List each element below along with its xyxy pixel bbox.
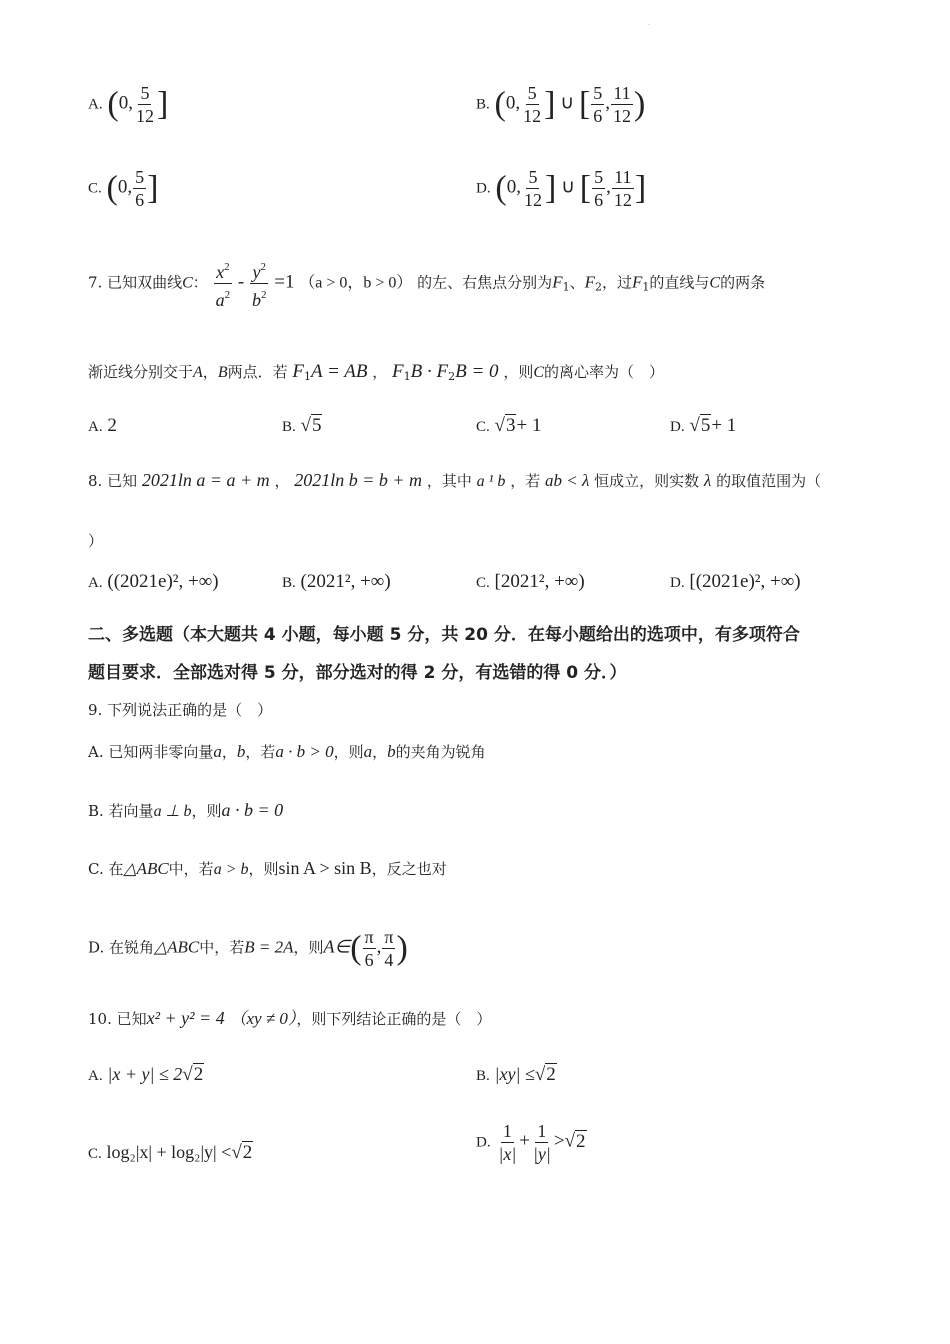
q8-stem: 8. 已知 2021ln a = a + m ， 2021ln b = b + m ，其中 a ¹ b ，若 ab < λ 恒成立，则实数 λ 的取值范围为（ (88, 470, 822, 490)
q9-option-c[interactable]: C. 在△ABC中，若a > b，则sin A > sin B，反之也对 (88, 858, 447, 878)
sqrt: √5 (300, 415, 322, 436)
q6-option-c[interactable]: C. (0, $\frac{5}{6}$ ] (88, 167, 159, 210)
q10-option-b[interactable]: B. |xy| ≤√2 (476, 1064, 556, 1085)
fraction: $\frac{5}{12}$ (135, 83, 154, 126)
q10-stem: 10. 已知x² + y² = 4 （xy ≠ 0），则下列结论正确的是（ ） (88, 1008, 492, 1028)
q6-option-b[interactable]: B. (0, $\frac{5}{12}$ ] ∪ [ $\frac{5}{6}$ , $\frac{11}{12}$ ) (476, 83, 646, 126)
q7-stem-line1: 7. 已知双曲线C： $\frac{x^2}{a^2}$ - $\frac{y^2}{b^2}$ =1 （a > 0，b > 0） 的左、右焦点分别为$F_1$、$F_2$，过$F_1$的直线与C的两条 (88, 256, 765, 311)
x-squared-over-a-squared: $\frac{x^2}{a^2}$ (214, 256, 233, 311)
q7-option-a[interactable]: A. 2 (88, 415, 117, 436)
q6-option-a[interactable]: A. (0, $\frac{5}{12}$ ] (88, 83, 169, 126)
section-heading-line2: 题目要求．全部选对得 5 分，部分选对的得 2 分，有选错的得 0 分．） (88, 663, 627, 683)
q8-option-c[interactable]: C. [2021², +∞) (476, 571, 585, 592)
q7-option-b[interactable]: B. √5 (282, 415, 322, 436)
section-heading-line1: 二、多选题（本大题共 4 小题，每小题 5 分，共 20 分．在每小题给出的选项中，有多项符合 (88, 625, 800, 645)
q10-option-d[interactable]: D. $\frac{1}{|x|}$ + $\frac{1}{|y|}$ >√2 (476, 1121, 586, 1164)
q10-option-a[interactable]: A. |x + y| ≤ 2√2 (88, 1064, 204, 1085)
corner-mark: . (648, 20, 650, 27)
q8-option-d[interactable]: D. [(2021e)², +∞) (670, 571, 801, 592)
q7-option-c[interactable]: C. √3+ 1 (476, 415, 542, 436)
q8-option-a[interactable]: A. ((2021e)², +∞) (88, 571, 219, 592)
q7-stem-line2: 渐近线分别交于A，B两点．若 $F_1A$ = AB ， $F_1B \cdot F_2B = 0$ ，则C的离心率为（ ） (88, 361, 665, 383)
q6-option-d[interactable]: D. (0, $\frac{5}{12}$ ] ∪ [ $\frac{5}{6}$ , $\frac{11}{12}$ ] (476, 167, 647, 210)
q9-option-d[interactable]: D. 在锐角△ABC中，若B = 2A，则A∈( $\frac{\pi}{6}$ , $\frac{\pi}{4}$ ) (88, 927, 408, 970)
y-squared-over-b-squared: $\frac{y^2}{b^2}$ (250, 256, 269, 311)
q8-stem-close: ） (88, 532, 104, 550)
q9-stem: 9. 下列说法正确的是（ ） (88, 701, 273, 719)
q7-option-d[interactable]: D. √5+ 1 (670, 415, 737, 436)
q8-option-b[interactable]: B. (2021², +∞) (282, 571, 391, 592)
q9-option-b[interactable]: B. 若向量a ⊥ b，则a · b = 0 (88, 800, 284, 820)
q10-option-c[interactable]: C. log₂|x| + log₂|y| <√2 (88, 1142, 253, 1163)
q9-option-a[interactable]: A. 已知两非零向量a，b，若a · b > 0，则a，b的夹角为锐角 (88, 742, 486, 761)
